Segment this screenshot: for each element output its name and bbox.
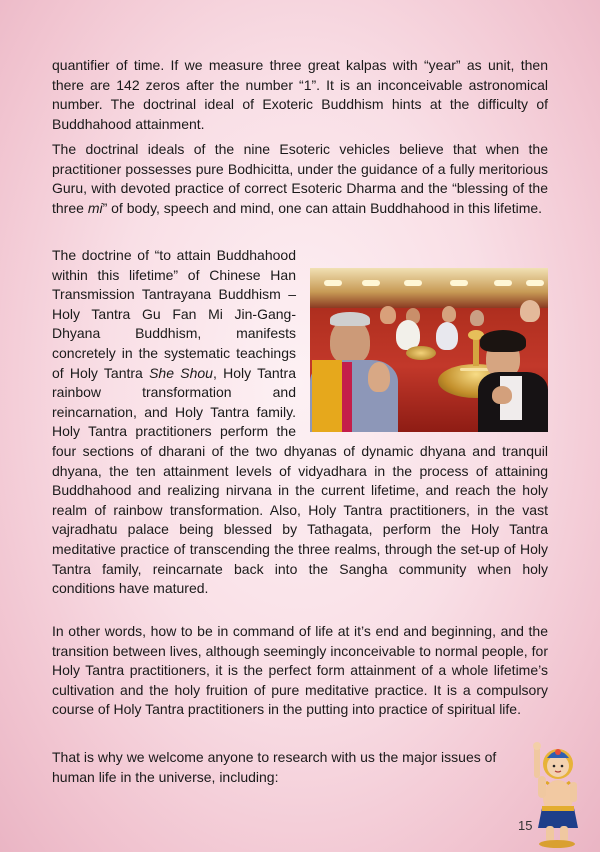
p3-text-end: , Holy Tantra rainbow transformation and reincarnation, and Holy Tantra family. Holy Tantra practitioners perform the four sections of dharani of the two dhyanas of dynamic dhyana and tranquil dhyana, the ten attainment levels of vidyadhara in the process of attaining Buddhahood and realizing nirvana in the current lifetime, and reach the holy realm of rainbow transformation. Also, Holy Tantra practitioners, in the vast vajradhatu palace being blessed by Tathagata, perform the Holy Tantra meditative practice of transcending the three realms, through the set-up of Holy Tantra family, reincarnate back into the Sangha community when holy conditions have matured.: [52, 364, 548, 597]
paragraph-kalpas: quantifier of time. If we measure three great kalpas with “year” as unit, then there are 142 zeros after the number “1”. It is an inconceivable astronomical number. The doctrinal ideal of Exoteric Buddhism hints at the difficulty of Buddhahood attainment.: [52, 57, 548, 132]
paragraph-command-of-life: In other words, how to be in command of life at it’s end and beginning, and the transition between lives, although seemingly inconceivable to normal people, for Holy Tantra practitioners, it is the perfect form attainment of a whole lifetime’s cultivation and the holy fruition of pure meditative practice. It is a compulsory course of Holy Tantra practitioners in the putting into practice of spiritual life.: [52, 623, 548, 718]
p2-italic-term: mi: [87, 199, 103, 216]
p3-text-start: The doctrine of “to attain Buddhahood within this lifetime” of Chinese Han Transmission Tantrayana Buddhism – Holy Tantra Gu Fan Mi Jin-Gang-Dhyana Buddhism, manifests concretely in the systematic teachings of Holy Tantra: [52, 247, 296, 381]
paragraph-doctrine-with-photo: [52, 246, 548, 599]
p2-text-end: ” of body, speech and mind, one can attain Buddhahood in this lifetime.: [102, 199, 543, 216]
page-number: 15: [518, 818, 533, 833]
p2-text-start: The doctrinal ideals of the nine Esoteric vehicles believe that when the practitioner possesses pure Bodhicitta, under the guidance of a fully meritorious Guru, with devoted practice of correct Esoteric Dharma and the “blessing of the three: [52, 141, 548, 216]
paragraph-welcome: That is why we welcome anyone to research with us the major issues of human life in the universe, including:: [52, 749, 497, 785]
photo-ceiling: [310, 268, 548, 308]
ceremony-photo: [310, 268, 548, 432]
paragraph-esoteric-vehicles: [52, 140, 548, 218]
child-buddha-illustration: [528, 742, 584, 848]
p3-italic-term: She Shou: [149, 364, 213, 381]
